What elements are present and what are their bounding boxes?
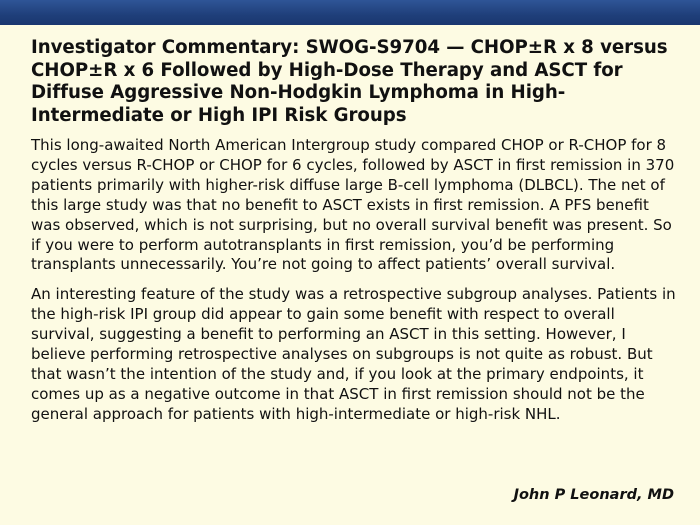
commentary-paragraph-1: This long-awaited North American Intergroup study compared CHOP or R-CHOP for 8 cycles versus R-CHOP or CHOP for 6 cycles, followed by ASCT in first remission in 370 patients primarily with higher-risk diffuse large B-cell lymphoma (DLBCL). The net of this large study was that no benefit to ASCT exists in first remission. A PFS benefit was observed, which is not surprising, but no overall survival benefit was present. So if you were to perform autotransplants in first remission, you’d be performing transplants unnecessarily. You’re not going to affect patients’ overall survival.	[31, 136, 675, 274]
slide-content	[31, 37, 679, 425]
top-banner-bar	[0, 0, 700, 25]
author-name: John P Leonard, MD	[513, 487, 674, 503]
slide-title: Investigator Commentary: SWOG-S9704 — CHOP±R x 8 versus CHOP±R x 6 Followed by High-Dose Therapy and ASCT for Diffuse Aggressive Non-Hodgkin Lymphoma in High-Intermediate or High IPI Risk Groups	[31, 37, 668, 126]
commentary-paragraph-2: An interesting feature of the study was a retrospective subgroup analyses. Patients in the high-risk IPI group did appear to gain some benefit with respect to overall survival, suggesting a benefit to performing an ASCT in this setting. However, I believe performing retrospective analyses on subgroups is not quite as robust. But that wasn’t the intention of the study and, if you look at the primary endpoints, it comes up as a negative outcome in that ASCT in first remission should not be the general approach for patients with high-intermediate or high-risk NHL.	[31, 285, 676, 423]
